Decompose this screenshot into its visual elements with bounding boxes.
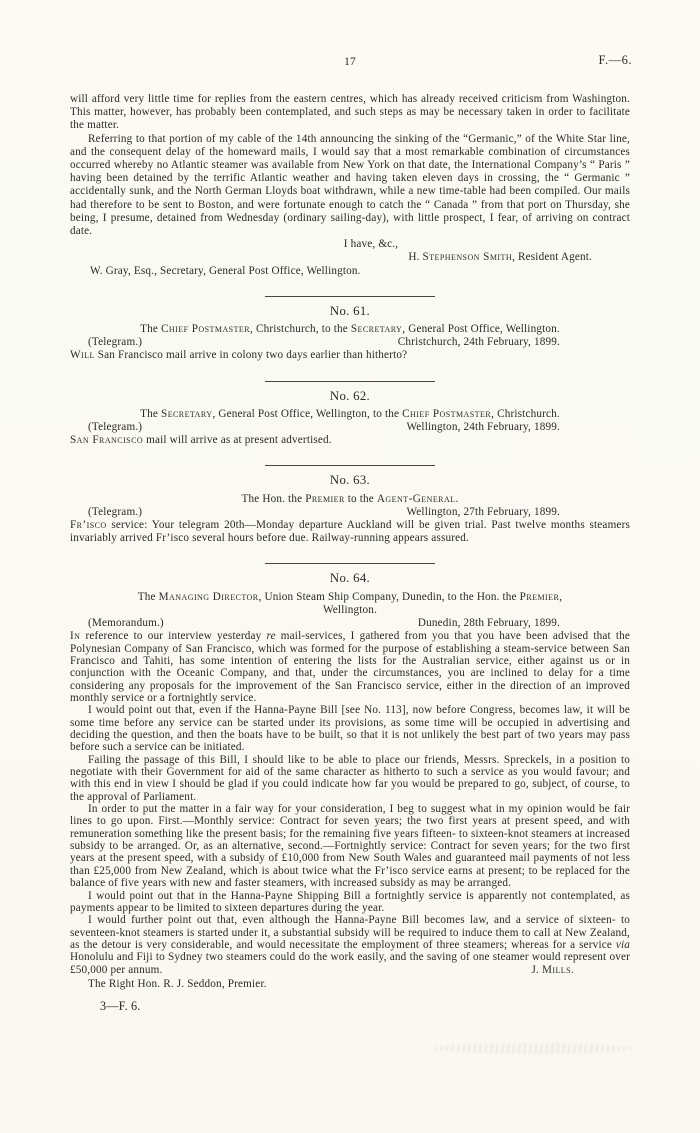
section-heading: The Secretary, General Post Office, Wellington, to the Chief Postmaster, Christchurch. xyxy=(140,407,560,420)
section-number: No. 63. xyxy=(329,473,371,488)
letter-signature: H. Stephenson Smith, Resident Agent. xyxy=(408,251,592,264)
section-no-63 xyxy=(70,474,630,545)
section-no-64 xyxy=(70,572,630,991)
memo-paragraph: I would point out that in the Hanna-Payne Shipping Bill a fortnightly service is apparently not contemplated, as payments appear to be limited to sixteen departures during the year. xyxy=(70,889,630,914)
memo-paragraph: I would further point out that, even although the Hanna-Payne Bill becomes law, and a service of sixteen- to seventeen-knot steamers is started under it, a substantial subsidy will be required to induce them to call at New Zealand, as the detour is very considerable, and would necessitate the employment of three steamers; whereas for a service via Honolulu and Fiji to Sydney two steamers could do the work easily, and the saving of one steamer would represent over £50,000 per annum. xyxy=(70,914,630,976)
section-heading: The Chief Postmaster, Christchurch, to the Secretary, General Post Office, Wellington. xyxy=(140,323,560,336)
telegram-text: San Francisco mail will arrive as at present advertised. xyxy=(70,434,332,447)
memo-paragraph: Failing the passage of this Bill, I should like to be able to place our friends, Messrs. Spreckels, in a position to negotiate with their Government for aid of the same character as hitherto to such a service as you would favour; and with this end in view I should be glad if you could indicate how far you would be prepared to go, subject, of course, to the approval of Parliament. xyxy=(70,753,630,803)
section-divider xyxy=(265,465,435,466)
letter-continuation xyxy=(70,93,630,278)
section-heading: The Hon. the Premier to the Agent-General. xyxy=(241,492,459,505)
memo-signature: J. Mills. xyxy=(531,963,574,976)
dateline: Wellington, 24th February, 1899. xyxy=(406,421,560,434)
dateline: Christchurch, 24th February, 1899. xyxy=(397,336,560,349)
section-number: No. 62. xyxy=(329,388,371,403)
telegram-text: Will San Francisco mail arrive in colony two days earlier than hitherto? xyxy=(70,349,408,362)
letter-paragraph: will afford very little time for replies from the eastern centres, which has already received criticism from Washington. This matter, however, has probably been contemplated, and such steps as may be necessary taken in order to facilitate the matter. xyxy=(70,93,630,132)
dateline: Wellington, 27th February, 1899. xyxy=(406,505,560,518)
memo-addressee: The Right Hon. R. J. Seddon, Premier. xyxy=(88,977,267,990)
section-no-62 xyxy=(70,390,630,448)
section-heading: The Managing Director, Union Steam Ship Company, Dunedin, to the Hon. the Premier, xyxy=(137,590,563,603)
document-meta xyxy=(70,617,630,630)
document-type-label: (Telegram.) xyxy=(88,336,143,349)
section-divider xyxy=(265,381,435,382)
section-no-61 xyxy=(70,305,630,363)
section-number: No. 61. xyxy=(329,303,371,318)
document-meta xyxy=(70,336,630,349)
telegram-text: Fr’isco service: Your telegram 20th—Monday departure Auckland will be given trial. Past twelve months steamers invariably arrived Fr’isco several hours before due. Railway-running appears assured. xyxy=(70,519,630,545)
letter-addressee: W. Gray, Esq., Secretary, General Post Office, Wellington. xyxy=(90,264,361,277)
document-type-label: (Telegram.) xyxy=(88,421,143,434)
scan-smudge xyxy=(432,1043,632,1054)
section-number: No. 64. xyxy=(329,571,371,586)
document-meta xyxy=(70,421,630,434)
document-type-label: (Telegram.) xyxy=(88,505,143,518)
section-divider xyxy=(265,563,435,564)
valediction: I have, &c., xyxy=(343,238,399,251)
dateline: Dunedin, 28th February, 1899. xyxy=(417,617,560,630)
document-type-label: (Memorandum.) xyxy=(88,617,164,630)
page-number: 17 xyxy=(344,56,356,68)
letter-paragraph: Referring to that portion of my cable of the 14th announcing the sinking of the “Germanic,” of the White Star line, and the consequent delay of the homeward mails, I would say that a most remarkable combination of circumstances occurred whereby no Atlantic steamer was available from New York on that date, the International Company’s “ Paris ” having been detained by the terrific Atlantic weather and having taken eleven days in crossing, the “ Germanic ” accidentally sunk, and the North German Lloyds boat withdrawn, while a new time-table had been compiled. Our mails had therefore to be sent to Boston, and were fortunate enough to catch the “ Canada ” from that port on Thursday, she being, I presume, detained from Wednesday (ordinary sailing-day), with little prospect, I fear, of arriving on contract date. xyxy=(70,132,630,238)
memo-paragraph: In order to put the matter in a fair way for your consideration, I beg to suggest what in my opinion would be fair lines to go upon. First.—Monthly service: Contract for seven years; the two first years at present speed, and with remuneration something like the present basis; for the remaining five years fifteen- to sixteen-knot steamers at increased subsidy to be arranged. Or, as an alternative, second.—Fortnightly service: Contract for seven years; for the two first years at the present speed, with a subsidy of £10,000 from New South Wales and guaranteed mail payments of not less than £25,000 from New Zealand, which is about twice what the Fr’isco service earns at present; to be replaced for the balance of five years with new and faster steamers, with increased subsidy as may be arranged. xyxy=(70,803,630,890)
folio-reference: F.—6. xyxy=(598,53,632,67)
section-heading-line-2: Wellington. xyxy=(322,603,378,616)
memo-paragraph: In reference to our interview yesterday re mail-services, I gathered from you that you have been advised that the Polynesian Company of San Francisco, which was formed for the purpose of establishing a steam-service between San Francisco and Tahiti, has some intention of entering the lists for the Australian service, either against us or in conjunction with the Oceanic Company, and that, under the circumstances, you are inclined to delay for a time considering any proposals for the improvement of the San Francisco service, either in the direction of an improved monthly service or a fortnightly service. xyxy=(70,630,630,705)
document-meta xyxy=(70,506,630,519)
page-header xyxy=(70,53,632,72)
memo-paragraph: I would point out that, even if the Hanna-Payne Bill [see No. 113], now before Congress, becomes law, it will be some time before any service can be started under its provisions, as some time will be occupied in advertising and deciding the question, and then the boats have to be built, so that it is not unlikely the best part of two years may pass before such a service can be initiated. xyxy=(70,704,630,754)
printer-folio-signature: 3—F. 6. xyxy=(100,998,141,1013)
section-divider xyxy=(265,296,435,297)
